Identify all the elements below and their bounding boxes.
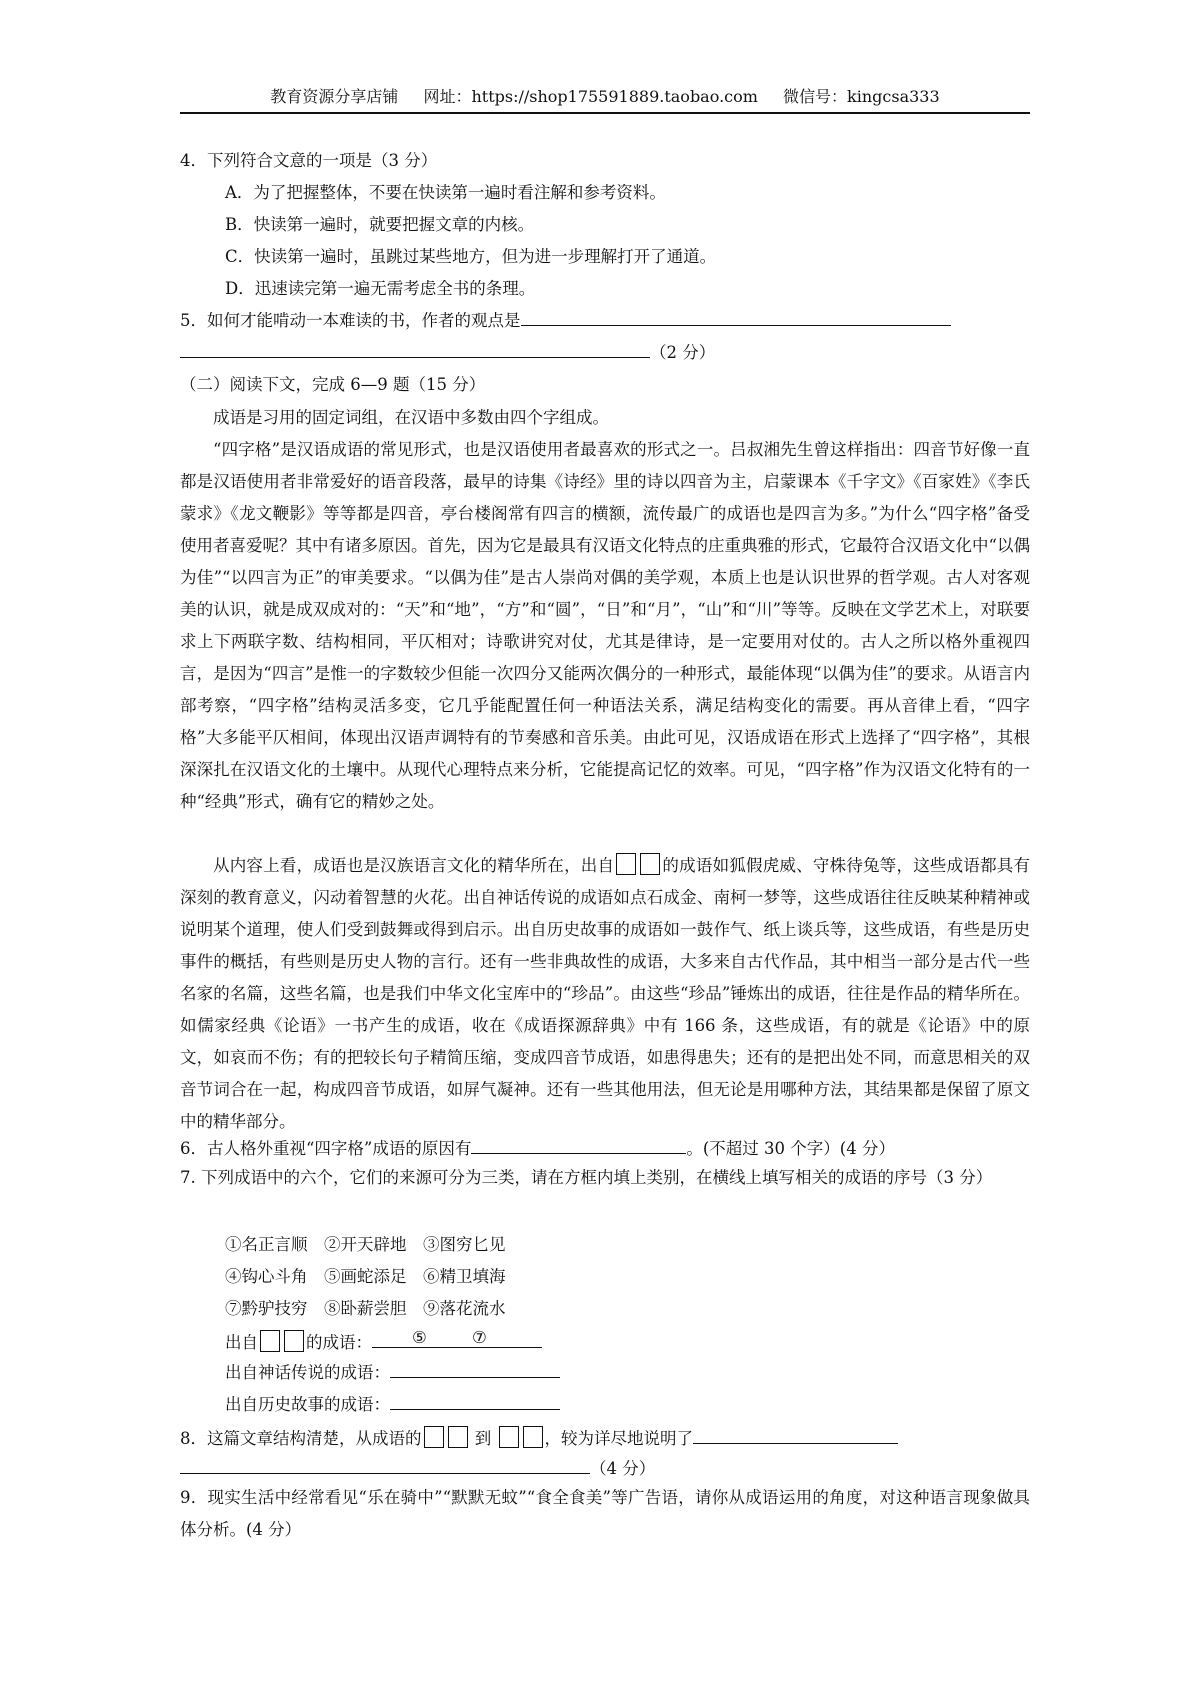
- q6-stem: 6．古人格外重视“四字格”成语的原因有: [180, 1139, 472, 1158]
- page-header: [180, 86, 1030, 114]
- q5-stem: 5．如何才能啃动一本难读的书，作者的观点是: [180, 311, 521, 330]
- q8-box-2[interactable]: [448, 1426, 468, 1448]
- q6: [180, 1138, 1030, 1160]
- q5-line2: [180, 342, 1030, 364]
- q7-category-box-2[interactable]: [284, 1330, 304, 1352]
- passage-p3: [180, 850, 1030, 1138]
- passage-p3-start: 从内容上看，成语也是汉族语言文化的精华所在，出自: [213, 856, 615, 875]
- q4-option-a: A．为了把握整体，不要在快读第一遍时看注解和参考资料。: [225, 183, 666, 202]
- q8-score: （4 分）: [590, 1459, 656, 1478]
- q7-answer-blank-2[interactable]: [390, 1363, 560, 1378]
- q8-to: 到: [474, 1429, 492, 1448]
- q4-option-c: C．快读第一遍时，虽跳过某些地方，但为进一步理解打开了通道。: [225, 247, 717, 266]
- q6-answer-blank[interactable]: [471, 1139, 686, 1154]
- q8-line2: [180, 1458, 1030, 1480]
- q8-box-3[interactable]: [499, 1426, 519, 1448]
- q7-history-line: [225, 1394, 1075, 1416]
- q7-filled-answer-2: ⑦: [472, 1328, 487, 1347]
- passage-box-1: [616, 853, 636, 875]
- q7-history-label: 出自历史故事的成语：: [225, 1395, 390, 1414]
- q8-answer-blank-2[interactable]: [180, 1459, 590, 1474]
- q5-score: （2 分）: [650, 343, 716, 362]
- q9-stem: 9．现实生活中经常看见“乐在骑中”“默默无蚊”“食全食美”等广告语，请你从成语运用的角度，对这种语言现象做具体分析。(4 分）: [180, 1488, 1030, 1539]
- q7-answer-blank-3[interactable]: [390, 1395, 560, 1410]
- q6-tail: 。(不超过 30 个字）(4 分）: [686, 1139, 895, 1158]
- q8-box-1[interactable]: [424, 1426, 444, 1448]
- q5-answer-blank-2[interactable]: [180, 343, 650, 358]
- q4-stem: 4．下列符合文意的一项是（3 分）: [180, 151, 438, 170]
- q5-line1: [180, 310, 1030, 332]
- q7-idiom-label: 的成语：: [306, 1333, 372, 1352]
- shop-name: 教育资源分享店铺: [270, 87, 399, 106]
- q4-option-d: D．迅速读完第一遍无需考虑全书的条理。: [225, 279, 536, 298]
- q7-fable-line: [225, 1330, 1075, 1354]
- passage-p1: 成语是习用的固定词组，在汉语中多数由四个字组成。: [213, 408, 609, 427]
- q7-category-box-1[interactable]: [260, 1330, 280, 1352]
- q4-option-b: B．快读第一遍时，就要把握文章的内核。: [225, 215, 535, 234]
- q7-myth-line: [225, 1362, 1075, 1384]
- q7-answer-blank-1[interactable]: [372, 1328, 542, 1348]
- shop-url: 网址：https://shop175591889.taobao.com: [423, 87, 758, 106]
- passage-p3-rest: 的成语如狐假虎威、守株待兔等，这些成语都具有深刻的教育意义，闪动着智慧的火花。出自神话传说的成语如点石成金、南柯一梦等，这些成语往往反映某种精神或说明某个道理，使人们受到鼓舞或得到启示。出自历史故事的成语如一鼓作气、纸上谈兵等，这些成语，有些是历史事件的概括，有些则是历史人物的言行。还有一些非典故性的成语，大多来自古代作品，其中相当一部分是古代一些名家的名篇，这些名篇，也是我们中华文化宝库中的“珍品”。由这些“珍品”锤炼出的成语，往往是作品的精华所在。如儒家经典《论语》一书产生的成语，收在《成语探源辞典》中有 166 条，这些成语，有的就是《论语》中的原文，如哀而不伤；有的把较长句子精简压缩，变成四音节成语，如患得患失；还有的是把出处不同，而意思相关的双音节词合在一起，构成四音节成语，如屏气凝神。还有一些其他用法，但无论是用哪种方法，其结果都是保留了原文中的精华部分。: [180, 856, 1031, 1131]
- q7-myth-label: 出自神话传说的成语：: [225, 1363, 390, 1382]
- q7-row1: ①名正言顺 ②开天辟地 ③图穷匕见: [225, 1235, 506, 1254]
- passage-box-2: [640, 853, 660, 875]
- q7-stem: 7. 下列成语中的六个，它们的来源可分为三类，请在方框内填上类别，在横线上填写相关的成语的序号（3 分）: [180, 1168, 993, 1187]
- wechat-id: 微信号：kingcsa333: [783, 87, 940, 106]
- q7-row2: ④钩心斗角 ⑤画蛇添足 ⑥精卫填海: [225, 1267, 506, 1286]
- q8-stem: 8．这篇文章结构清楚，从成语的: [180, 1429, 422, 1448]
- q8-mid: ，较为详尽地说明了: [544, 1429, 693, 1448]
- q5-answer-blank-1[interactable]: [521, 311, 951, 326]
- passage-p2: “四字格”是汉语成语的常见形式，也是汉语使用者最喜欢的形式之一。吕叔湘先生曾这样指出：四音节好像一直都是汉语使用者非常爱好的语音段落，最早的诗集《诗经》里的诗以四音为主，启蒙课本《千字文》《百家姓》《李氏蒙求》《龙文鞭影》等等都是四音，亭台楼阁常有四言的横额，流传最广的成语也是四言为多。”为什么“四字格”备受使用者喜爱呢？其中有诸多原因。首先，因为它是最具有汉语文化特点的庄重典雅的形式，它最符合汉语文化中“以偶为佳”“以四言为正”的审美要求。“以偶为佳”是古人崇尚对偶的美学观，本质上也是认识世界的哲学观。古人对客观美的认识，就是成双成对的：“天”和“地”，“方”和“圆”，“日”和“月”，“山”和“川”等等。反映在文学艺术上，对联要求上下两联字数、结构相同，平仄相对；诗歌讲究对仗，尤其是律诗，是一定要用对仗的。古人之所以格外重视四言，是因为“四言”是惟一的字数较少但能一次四分又能两次偶分的一种形式，最能体现“以偶为佳”的要求。从语言内部考察，“四字格”结构灵活多变，它几乎能配置任何一种语法关系，满足结构变化的需要。再从音律上看，“四字格”大多能平仄相间，体现出汉语声调特有的节奏感和音乐美。由此可见，汉语成语在形式上选择了“四字格”，其根深深扎在汉语文化的土壤中。从现代心理特点来分析，它能提高记忆的效率。可见，“四字格”作为汉语文化特有的一种“经典”形式，确有它的精妙之处。: [180, 440, 1030, 811]
- q8-line1: [180, 1426, 1030, 1450]
- q7-from-label: 出自: [225, 1333, 258, 1352]
- section2-title: （二）阅读下文，完成 6—9 题（15 分）: [180, 375, 486, 394]
- q7-row3: ⑦黔驴技穷 ⑧卧薪尝胆 ⑨落花流水: [225, 1299, 506, 1318]
- q8-box-4[interactable]: [523, 1426, 543, 1448]
- q7-filled-answer-1: ⑤: [412, 1328, 427, 1347]
- q8-answer-blank-1[interactable]: [693, 1429, 898, 1444]
